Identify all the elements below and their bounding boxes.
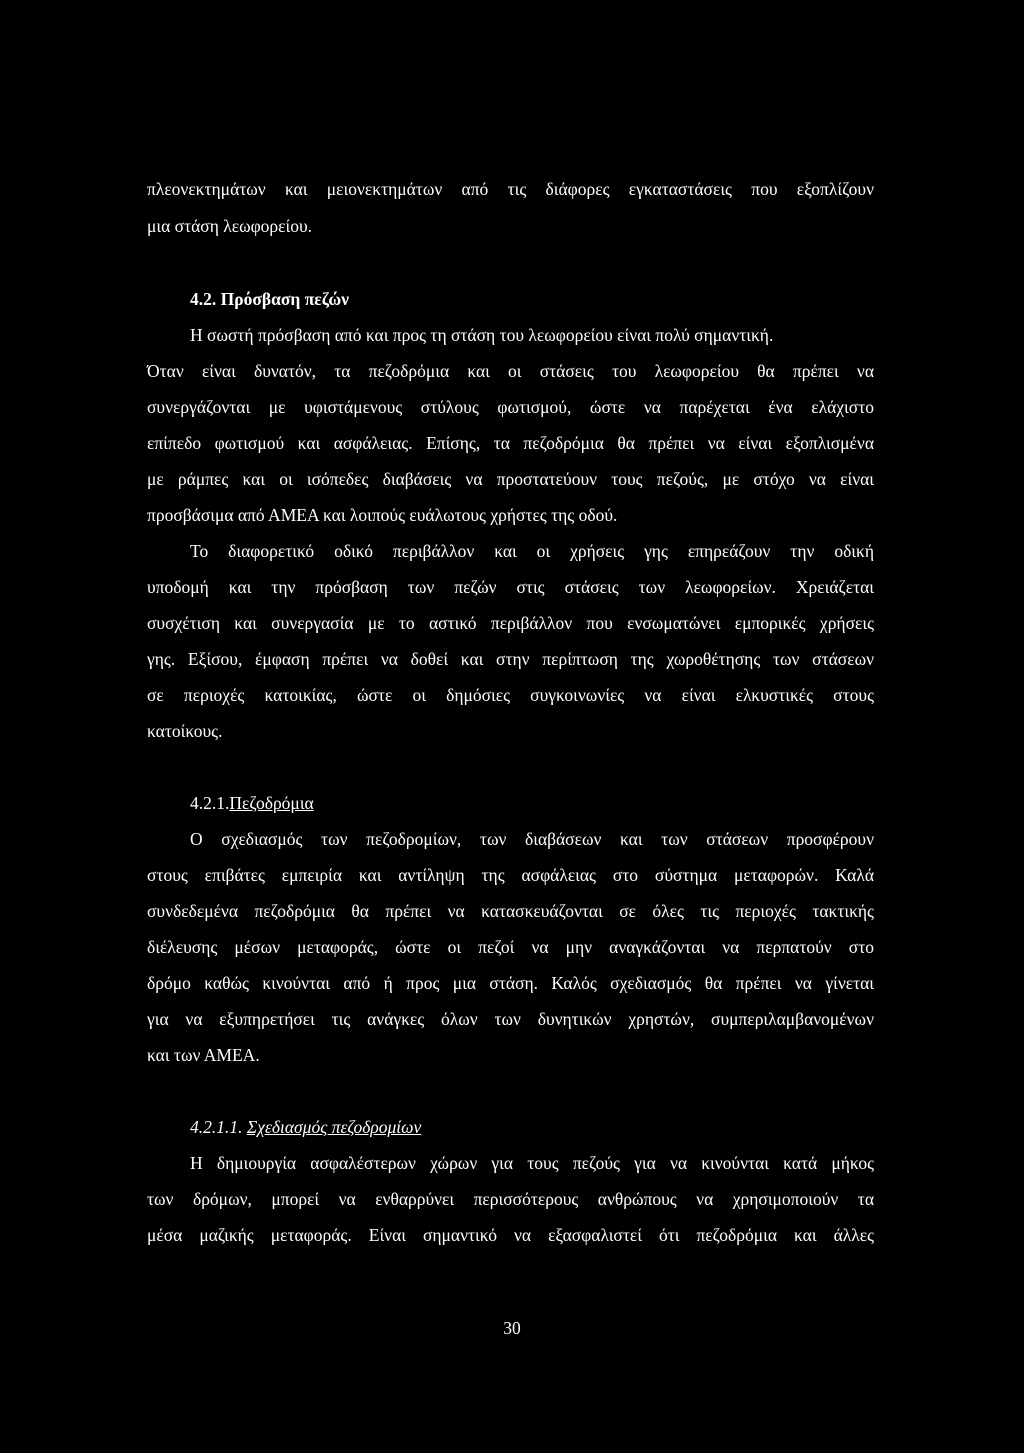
- section-title: Πεζοδρόμια: [229, 793, 314, 813]
- body-text-line: Το διαφορετικό οδικό περιβάλλον και οι χρήσεις γης επηρεάζουν την οδική: [190, 541, 874, 561]
- section-heading-4-2: [190, 288, 874, 310]
- body-text-line: γης. Εξίσου, έμφαση πρέπει να δοθεί και στην περίπτωση της χωροθέτησης των στάσεων: [147, 649, 874, 669]
- body-text-line: συνδεδεμένα πεζοδρόμια θα πρέπει να κατασκευάζονται σε όλες τις περιοχές τακτικής: [147, 901, 874, 921]
- body-text-line: και των ΑΜΕΑ.: [147, 1045, 260, 1065]
- section-number: 4.2.1.: [190, 793, 230, 813]
- body-text-line: στους επιβάτες εμπειρία και αντίληψη της ασφάλειας στο σύστημα μεταφορών. Καλά: [147, 865, 874, 885]
- body-text-line: διέλευσης μέσων μεταφοράς, ώστε οι πεζοί να μην αναγκάζονται να περπατούν στο: [147, 937, 874, 957]
- body-text-line: Η δημιουργία ασφαλέστερων χώρων για τους πεζούς για να κινούνται κατά μήκος: [190, 1153, 874, 1173]
- body-text-line: με ράμπες και οι ισόπεδες διαβάσεις να προστατεύουν τους πεζούς, με στόχο να είναι: [147, 469, 874, 489]
- body-text-line: συνεργάζονται με υφιστάμενους στύλους φωτισμού, ώστε να παρέχεται ένα ελάχιστο: [147, 397, 874, 417]
- body-text-line: υποδομή και την πρόσβαση των πεζών στις στάσεις των λεωφορείων. Χρειάζεται: [147, 577, 874, 597]
- body-text-line: σε περιοχές κατοικίας, ώστε οι δημόσιες συγκοινωνίες να είναι ελκυστικές στους: [147, 685, 874, 705]
- body-text-line: επίπεδο φωτισμού και ασφάλειας. Επίσης, τα πεζοδρόμια θα πρέπει να είναι εξοπλισμένα: [147, 433, 874, 453]
- body-text-line: Όταν είναι δυνατόν, τα πεζοδρόμια και οι στάσεις του λεωφορείου θα πρέπει να: [147, 361, 874, 381]
- body-text-line: για να εξυπηρετήσει τις ανάγκες όλων των δυνητικών χρηστών, συμπεριλαμβανομένων: [147, 1009, 874, 1029]
- body-text-line: κατοίκους.: [147, 721, 223, 741]
- section-heading-4-2-1: [190, 792, 874, 814]
- body-text-line: μέσα μαζικής μεταφοράς. Είναι σημαντικό να εξασφαλιστεί ότι πεζοδρόμια και άλλες: [147, 1225, 874, 1245]
- body-text-line: πλεονεκτημάτων και μειονεκτημάτων από τις διάφορες εγκαταστάσεις που εξοπλίζουν: [147, 179, 874, 199]
- body-text-line: Ο σχεδιασμός των πεζοδρομίων, των διαβάσεων και των στάσεων προσφέρουν: [190, 829, 874, 849]
- section-number: 4.2.: [190, 289, 217, 309]
- section-title: Σχεδιασμός πεζοδρομίων: [246, 1117, 422, 1137]
- body-text-line: δρόμο καθώς κινούνται από ή προς μια στάση. Καλός σχεδιασμός θα πρέπει να γίνεται: [147, 973, 874, 993]
- body-text-line: προσβάσιμα από ΑΜΕΑ και λοιπούς ευάλωτους χρήστες της οδού.: [147, 505, 618, 525]
- body-text-line: μια στάση λεωφορείου.: [147, 216, 313, 236]
- body-text-line: των δρόμων, μπορεί να ενθαρρύνει περισσότερους ανθρώπους να χρησιμοποιούν τα: [147, 1189, 874, 1209]
- body-text-line: συσχέτιση και συνεργασία με το αστικό περιβάλλον που ενσωματώνει εμπορικές χρήσεις: [147, 613, 874, 633]
- body-text-line: Η σωστή πρόσβαση από και προς τη στάση του λεωφορείου είναι πολύ σημαντική.: [190, 325, 774, 345]
- section-number: 4.2.1.1.: [190, 1117, 243, 1137]
- page-number: 30: [503, 1318, 521, 1338]
- section-title: Πρόσβαση πεζών: [220, 289, 349, 309]
- section-heading-4-2-1-1: [190, 1116, 874, 1138]
